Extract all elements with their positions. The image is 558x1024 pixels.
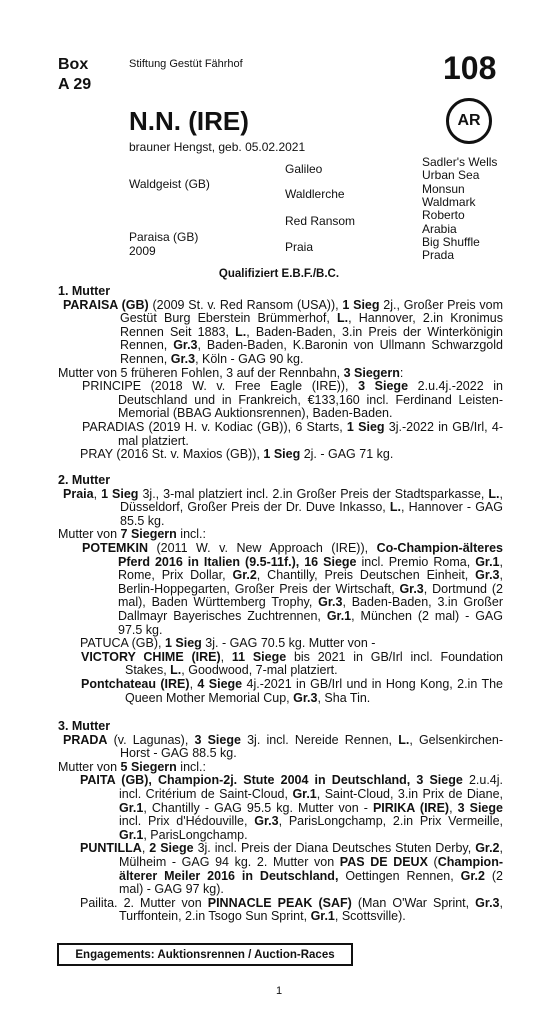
horse-description: brauner Hengst, geb. 05.02.2021 xyxy=(129,140,306,154)
section-heading: 1. Mutter xyxy=(58,284,111,298)
section-first-dam xyxy=(58,285,503,462)
offspring-item: Pailita. 2. Mutter von PINNACLE PEAK (SAF) (Man O'War Sprint, Gr.3, Turffontein, 2.in Tsogo Sun Sprint, Gr.1, Scottsville). xyxy=(80,895,503,924)
offspring-item: VICTORY CHIME (IRE), 11 Siege bis 2021 in GB/Irl incl. Foundation Stakes, L., Goodwood, 7-mal platziert. xyxy=(81,649,503,678)
page-number: 1 xyxy=(275,985,283,997)
offspring-item: PARADIAS (2019 H. v. Kodiac (GB)), 6 Starts, 1 Sieg 3j.-2022 in GB/Irl, 4-mal platziert. xyxy=(82,419,503,448)
offspring-item: PUNTILLA, 2 Siege 3j. incl. Preis der Diana Deutsches Stuten Derby, Gr.2, Mülheim - GAG 94 kg. 2. Mutter von PAS DE DEUX (Champion-älterer Meiler 2016 in Deutschland, Oettingen Rennen, Gr.2 (2 mal) - GAG 97 kg). xyxy=(80,841,503,897)
offspring-item: PAITA (GB), Champion-2j. Stute 2004 in Deutschland, 3 Siege 2.u.4j. incl. Critérium de Saint-Cloud, Gr.1, Saint-Cloud, 3.in Prix de Diane, Gr.1, Chantilly - GAG 95.5 kg. Mutter von - PIRIKA (IRE), 3 Siege incl. Prix d'Hédouville, Gr.3, ParisLongchamp, 2.in Prix Vermeille, Gr.1, ParisLongchamp. xyxy=(80,773,504,842)
offspring-item: POTEMKIN (2011 W. v. New Approach (IRE)), Co-Champion-älteres Pferd 2016 in Italien (9.5-11f.), 16 Siege incl. Premio Roma, Gr.1, Rome, Prix Dollar, Gr.2, Chantilly, Preis Deutschen Einheit, Gr.3, Berlin-Hoppegarten, Großer Preis der Wirtschaft, Gr.3, Dortmund (2 mal), Baden Württemberg Trophy, Gr.3, Baden-Baden, 3.in Großer Dallmayr Bayerisches Zuchtrennen, Gr.1, München (2 mal) - GAG 97.5 kg. xyxy=(82,540,503,637)
pedigree-g3-1: Sadler's Wells xyxy=(422,155,498,169)
qualification: Qualifiziert E.B.F./B.C. xyxy=(218,268,340,280)
foals-summary: Mutter von 5 früheren Fohlen, 3 auf der Rennbahn, 3 Siegern: xyxy=(58,365,404,380)
pedigree-sire: Waldgeist (GB) xyxy=(129,177,210,191)
pedigree-g3-6: Arabia xyxy=(422,222,457,236)
offspring-item: PATUCA (GB), 1 Sieg 3j. - GAG 70.5 kg. Mutter von - xyxy=(80,636,376,651)
dam-paragraph: PRADA (v. Lagunas), 3 Siege 3j. incl. Nereide Rennen, L., Gelsenkirchen-Horst - GAG 88.5 kg. xyxy=(63,732,504,761)
pedigree-dam-dam: Praia xyxy=(285,240,314,254)
pedigree-dam-sire: Red Ransom xyxy=(285,214,356,228)
foals-summary: Mutter von 7 Siegern incl.: xyxy=(58,527,206,542)
section-third-dam xyxy=(58,720,503,924)
pedigree-g3-4: Waldmark xyxy=(422,195,476,209)
pedigree-g3-8: Prada xyxy=(422,248,455,262)
box-title: Box xyxy=(58,56,89,73)
pedigree-dam-year: 2009 xyxy=(129,244,156,258)
box-number: A 29 xyxy=(58,76,92,93)
pedigree-sire-dam: Waldlerche xyxy=(285,187,345,201)
pedigree-g3-5: Roberto xyxy=(422,208,465,222)
section-heading: 3. Mutter xyxy=(58,719,111,733)
box-label xyxy=(58,55,91,95)
offspring-item: Pontchateau (IRE), 4 Siege 4j.-2021 in GB/Irl und in Hong Kong, 2.in The Queen Mother Memorial Cup, Gr.3, Sha Tin. xyxy=(81,676,503,705)
pedigree-g3-3: Monsun xyxy=(422,182,465,196)
engagements-box: Engagements: Auktionsrennen / Auction-Races xyxy=(57,943,353,966)
offspring-item: PRINCIPE (2018 W. v. Free Eagle (IRE)), 3 Siege 2.u.4j.-2022 in Deutschland und in Frankreich, €133,160 incl. Ferdinand Leisten-Memorial (BBAG Auktionsrennen), Baden-Baden. xyxy=(82,379,503,421)
pedigree-sire-sire: Galileo xyxy=(285,162,323,176)
dam-paragraph: PARAISA (GB) (2009 St. v. Red Ransom (USA)), 1 Sieg 2j., Großer Preis vom Gestüt Burg Eberstein Brümmerhof, L., Hannover, 2.in Kronimus Rennen Seit 1883, L., Baden-Baden, 3.in Preis der Winterkönigin Rennen, Gr.3, Baden-Baden, K.Baronin von Ullmann Schwarzgold Rennen, Gr.3, Köln - GAG 90 kg. xyxy=(63,297,504,366)
dam-paragraph: Praia, 1 Sieg 3j., 3-mal platziert incl. 2.in Großer Preis der Stadtsparkasse, L., Düsseldorf, Großer Preis der Dr. Duve Inkasso, L., Hannover - GAG 85.5 kg. xyxy=(63,486,503,528)
foals-summary: Mutter von 5 Siegern incl.: xyxy=(58,759,206,774)
stud-name: Stiftung Gestüt Fährhof xyxy=(129,58,243,70)
ar-badge-icon: AR xyxy=(446,98,492,144)
pedigree-g3-2: Urban Sea xyxy=(422,168,480,182)
pedigree-dam: Paraisa (GB) xyxy=(129,230,199,244)
offspring-item: PRAY (2016 St. v. Maxios (GB)), 1 Sieg 2j. - GAG 71 kg. xyxy=(80,447,394,462)
horse-name: N.N. (IRE) xyxy=(129,106,249,136)
lot-number: 108 xyxy=(443,50,497,86)
pedigree-g3-7: Big Shuffle xyxy=(422,235,480,249)
section-heading: 2. Mutter xyxy=(58,473,111,487)
section-second-dam xyxy=(58,474,503,705)
